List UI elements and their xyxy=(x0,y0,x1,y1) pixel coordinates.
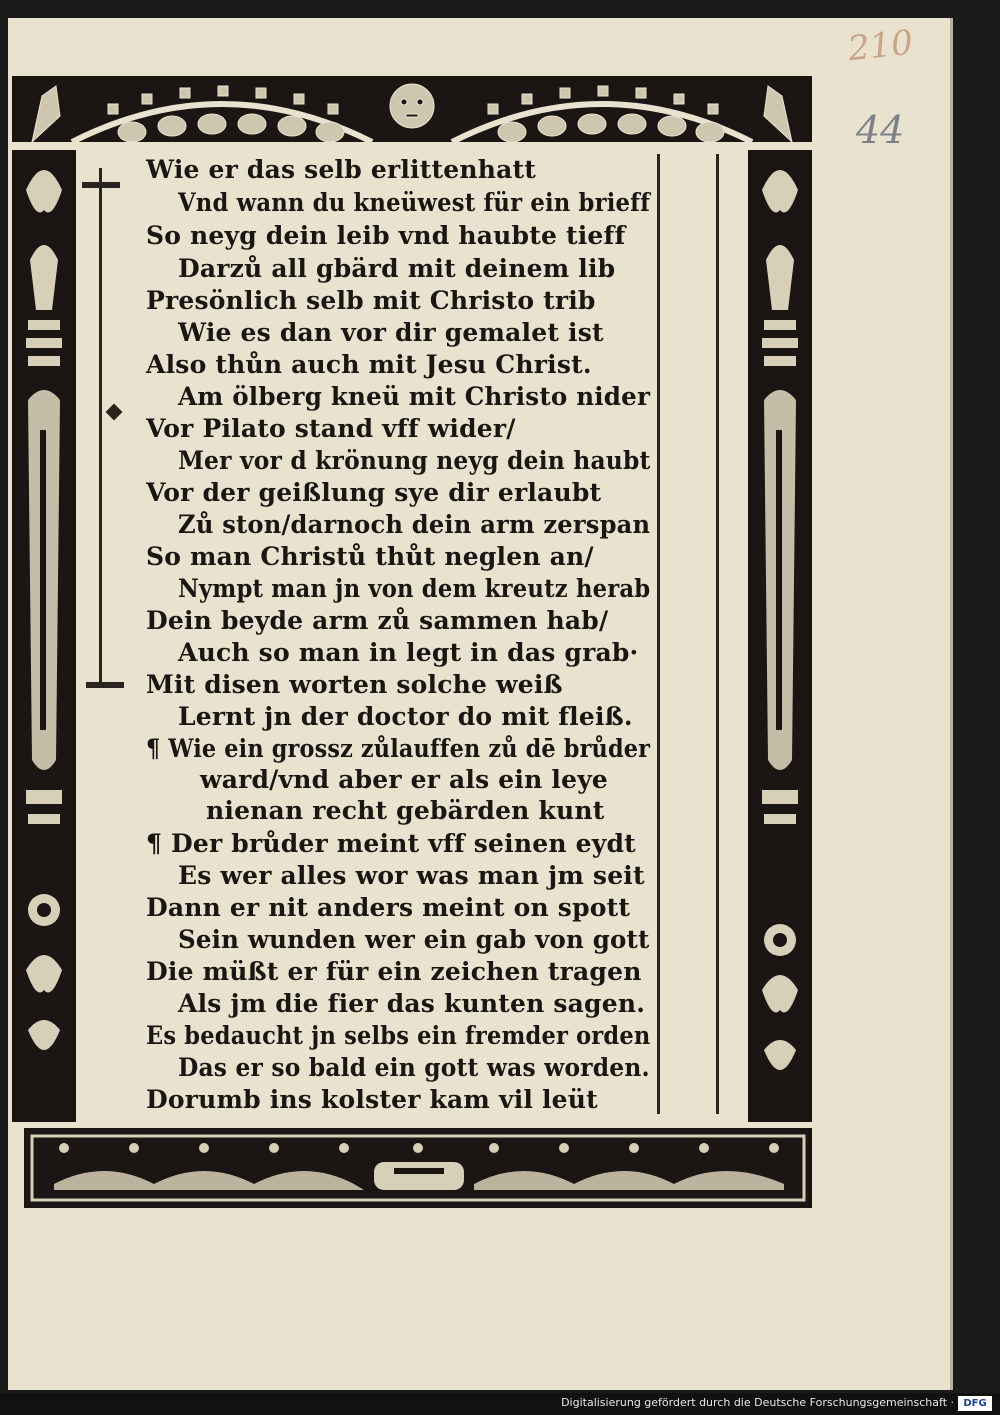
chapter-heading: nienan recht gebärden kunt xyxy=(206,796,605,825)
verse-line: Als jm die fier das kunten sagen. xyxy=(178,989,646,1018)
verse-line: Wie es dan vor dir gemalet ist xyxy=(178,318,604,347)
verse-line: Mer vor d krönung neyg dein haubt xyxy=(178,446,651,475)
verse-line: Das er so bald ein gott was worden. xyxy=(178,1053,650,1082)
ruling-arrow-top xyxy=(82,182,120,188)
woodcut-left-pillar xyxy=(12,150,76,1122)
verse-line: Nympt man jn von dem kreutz herab xyxy=(178,574,651,603)
verse-line: Dorumb ins kolster kam vil leüt xyxy=(146,1085,598,1114)
verse-line: Darzů all gbärd mit deinem lib xyxy=(178,254,616,283)
right-ruling-line-2 xyxy=(716,154,719,1114)
verse-line: Vnd wann du kneüwest für ein brieff xyxy=(178,188,651,217)
verse-line: Dann er nit anders meint on spott xyxy=(146,893,631,922)
woodcut-right-pillar xyxy=(748,150,812,1122)
woodcut-top-border xyxy=(12,76,812,142)
right-ruling-line-1 xyxy=(657,154,660,1114)
verse-line: Mit disen worten solche weiß xyxy=(146,670,563,699)
verse-line: Es wer alles wor was man jm seit xyxy=(178,861,645,890)
chapter-heading: ward/vnd aber er als ein leye xyxy=(200,765,609,794)
frame-gap xyxy=(12,142,812,150)
dfg-logo[interactable]: DFG xyxy=(958,1396,992,1411)
verse-line: Sein wunden wer ein gab von gott xyxy=(178,925,650,954)
verse-line: Also thůn auch mit Jesu Christ. xyxy=(146,350,592,379)
verse-line: Die müßt er für ein zeichen tragen xyxy=(146,957,642,986)
verse-line: Lernt jn der doctor do mit fleiß. xyxy=(178,702,633,731)
verse-line: Vor der geißlung sye dir erlaubt xyxy=(146,478,602,507)
verse-line: ¶ Der brůder meint vff seinen eydt xyxy=(146,829,636,858)
funding-credit: Digitalisierung gefördert durch die Deutsche Forschungsgemeinschaft · xyxy=(561,1396,954,1409)
verse-line: Auch so man in legt in das grab· xyxy=(178,638,639,667)
woodcut-bottom-border xyxy=(24,1128,812,1208)
chapter-heading: ¶ Wie ein grossz zůlauffen zů dē brůder xyxy=(146,734,651,763)
verse-line: So man Christů thůt neglen an/ xyxy=(146,542,594,571)
folio-number-top: 210 xyxy=(846,22,915,70)
folio-number-side: 44 xyxy=(856,108,905,152)
digitization-footer xyxy=(0,1393,1000,1415)
verse-line: Es bedaucht jn selbs ein fremder orden xyxy=(146,1021,651,1050)
verse-line: So neyg dein leib vnd haubte tieff xyxy=(146,221,626,250)
verse-line: Wie er das selb erlittenhatt xyxy=(146,155,536,184)
verse-line: Am ölberg kneü mit Christo nider xyxy=(178,382,651,411)
verse-line: Vor Pilato stand vff wider/ xyxy=(146,414,516,443)
left-ruling-line xyxy=(99,168,102,688)
ruling-arrow-bottom xyxy=(86,682,124,688)
verse-line: Presönlich selb mit Christo trib xyxy=(146,286,596,315)
verse-line: Zů ston/darnoch dein arm zerspan xyxy=(178,510,651,539)
verse-line: Dein beyde arm zů sammen hab/ xyxy=(146,606,609,635)
